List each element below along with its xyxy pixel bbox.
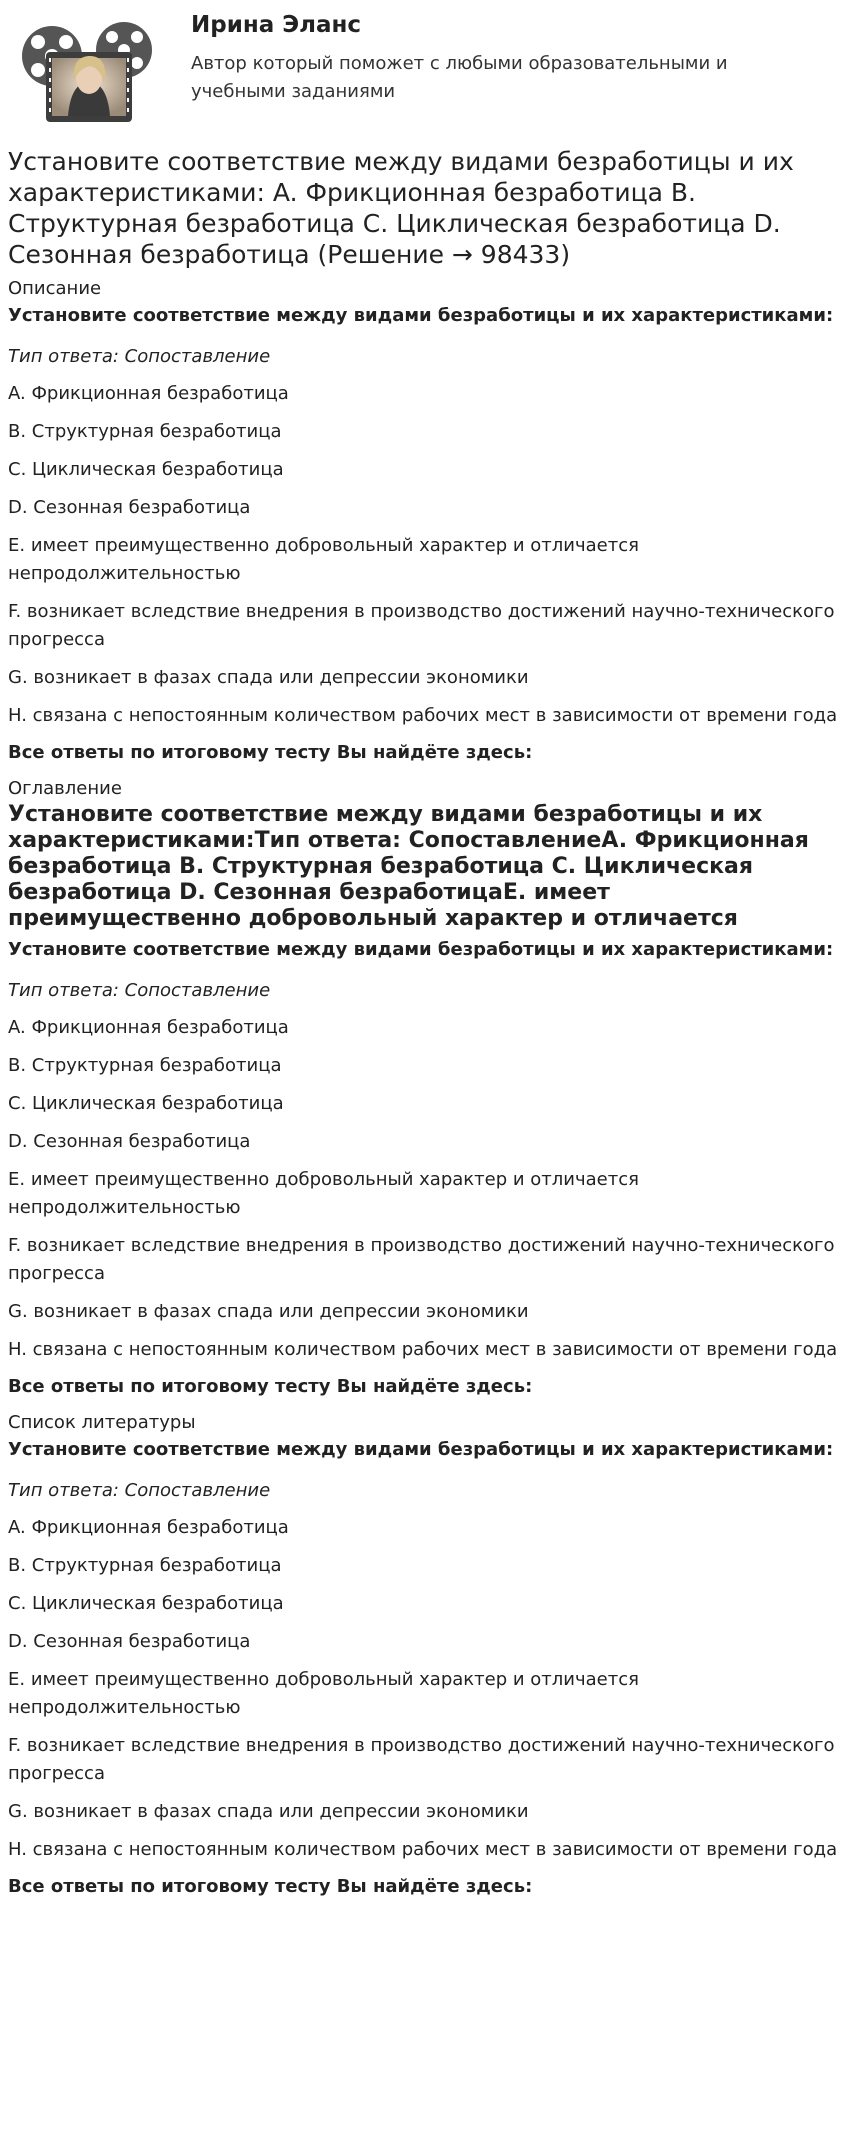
answer-type: Тип ответа: Сопоставление bbox=[8, 1480, 271, 1501]
list-item: G. возникает в фазах спада или депрессии экономики bbox=[8, 1801, 529, 1822]
list-item: F. возникает вследствие внедрения в производство достижений научно-технического прогресса bbox=[8, 1735, 835, 1784]
section-label-literature: Список литературы bbox=[8, 1412, 196, 1433]
list-item: D. Сезонная безработица bbox=[8, 1131, 251, 1152]
list-item: C. Циклическая безработица bbox=[8, 1593, 284, 1614]
list-item: E. имеет преимущественно добровольный характер и отличается непродолжительностью bbox=[8, 535, 639, 584]
author-name[interactable]: Ирина Эланс bbox=[191, 12, 362, 38]
answers-link[interactable]: Все ответы по итоговому тесту Вы найдёте здесь: bbox=[8, 1376, 533, 1397]
list-item: F. возникает вследствие внедрения в производство достижений научно-технического прогресса bbox=[8, 601, 835, 650]
list-item: H. связана с непостоянным количеством рабочих мест в зависимости от времени года bbox=[8, 705, 838, 726]
list-item: B. Структурная безработица bbox=[8, 1055, 282, 1076]
film-reel-avatar-icon bbox=[16, 8, 156, 126]
list-item: D. Сезонная безработица bbox=[8, 497, 251, 518]
list-item: A. Фрикционная безработица bbox=[8, 1517, 289, 1538]
section-label-description: Описание bbox=[8, 278, 102, 299]
question-heading: Установите соответствие между видами безработицы и их характеристиками: bbox=[8, 939, 834, 960]
list-item: B. Структурная безработица bbox=[8, 421, 282, 442]
list-item: H. связана с непостоянным количеством рабочих мест в зависимости от времени года bbox=[8, 1339, 838, 1360]
answers-link[interactable]: Все ответы по итоговому тесту Вы найдёте здесь: bbox=[8, 1876, 533, 1897]
description-section bbox=[8, 276, 839, 766]
list-item: H. связана с непостоянным количеством рабочих мест в зависимости от времени года bbox=[8, 1839, 838, 1860]
author-card bbox=[8, 0, 839, 128]
author-avatar[interactable] bbox=[16, 8, 156, 126]
contents-section bbox=[8, 776, 839, 1400]
list-item: B. Структурная безработица bbox=[8, 1555, 282, 1576]
answer-type: Тип ответа: Сопоставление bbox=[8, 980, 271, 1001]
page-title: Установите соответствие между видами безработицы и их характеристиками: A. Фрикционная безработица B. Структурная безработица C. Циклическая безработица D. Сезонная безработица (Решение → 98433) bbox=[8, 147, 794, 269]
list-item: G. возникает в фазах спада или депрессии экономики bbox=[8, 667, 529, 688]
list-item: F. возникает вследствие внедрения в производство достижений научно-технического прогресса bbox=[8, 1235, 835, 1284]
list-item: E. имеет преимущественно добровольный характер и отличается непродолжительностью bbox=[8, 1169, 639, 1218]
question-heading: Установите соответствие между видами безработицы и их характеристиками: bbox=[8, 1439, 834, 1460]
list-item: E. имеет преимущественно добровольный характер и отличается непродолжительностью bbox=[8, 1669, 639, 1718]
question-heading: Установите соответствие между видами безработицы и их характеристиками: bbox=[8, 305, 834, 326]
list-item: C. Циклическая безработица bbox=[8, 459, 284, 480]
list-item: G. возникает в фазах спада или депрессии экономики bbox=[8, 1301, 529, 1322]
author-description: Автор который поможет с любыми образовательными и учебными заданиями bbox=[191, 53, 728, 102]
answers-link[interactable]: Все ответы по итоговому тесту Вы найдёте здесь: bbox=[8, 742, 533, 763]
list-item: A. Фрикционная безработица bbox=[8, 1017, 289, 1038]
list-item: A. Фрикционная безработица bbox=[8, 383, 289, 404]
section-label-contents: Оглавление bbox=[8, 778, 122, 799]
contents-text: Установите соответствие между видами безработицы и их характеристиками:Тип ответа: СопоставлениеA. Фрикционная безработица B. Структурная безработица C. Циклическая безработица D. Сезонная безработицаE. имеет преимущественно добровольный характер и отличается bbox=[8, 802, 809, 931]
literature-section bbox=[8, 1410, 839, 1900]
answer-type: Тип ответа: Сопоставление bbox=[8, 346, 271, 367]
list-item: C. Циклическая безработица bbox=[8, 1093, 284, 1114]
list-item: D. Сезонная безработица bbox=[8, 1631, 251, 1652]
